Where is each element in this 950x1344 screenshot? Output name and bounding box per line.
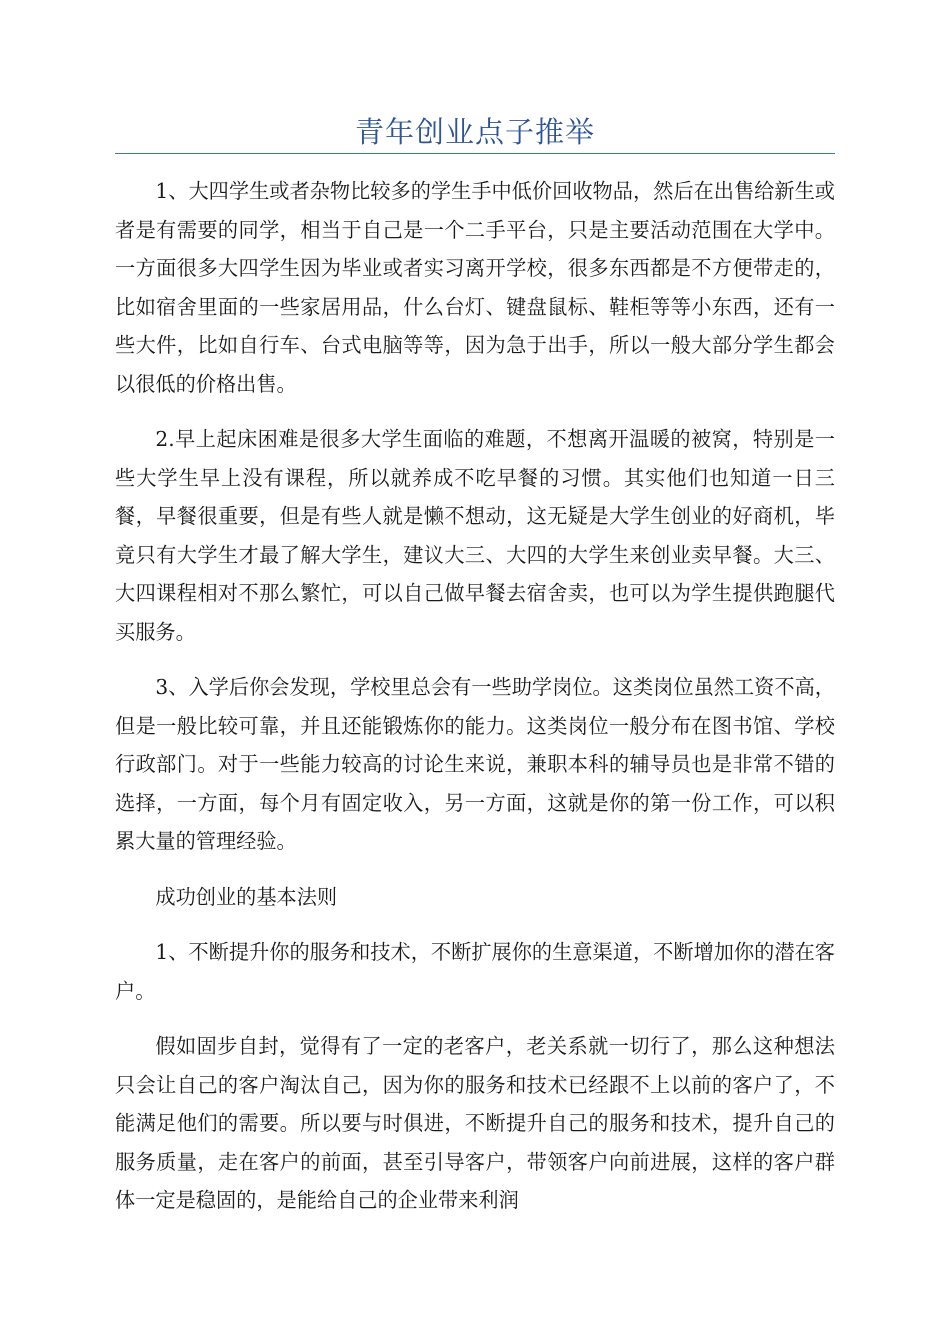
paragraph-idea-3: 3、入学后你会发现，学校里总会有一些助学岗位。这类岗位虽然工资不高，但是一般比较可靠，并且还能锻炼你的能力。这类岗位一般分布在图书馆、学校行政部门。对于一些能力较高的讨论生来说，兼职本科的辅导员也是非常不错的选择，一方面，每个月有固定收入，另一方面，这就是你的第一份工作，可以积累大量的管理经验。 [115,675,835,853]
document-body [115,172,835,1237]
paragraph-rule-1-explanation: 假如固步自封，觉得有了一定的老客户，老关系就一切行了，那么这种想法只会让自己的客户淘汰自己，因为你的服务和技术已经跟不上以前的客户了，不能满足他们的需要。所以要与时俱进，不断提升自己的服务和技术，提升自己的服务质量，走在客户的前面，甚至引导客户，带领客户向前进展，这样的客户群体一定是稳固的，是能给自己的企业带来利润 [115,1034,835,1212]
paragraph-idea-2: 2.早上起床困难是很多大学生面临的难题，不想离开温暖的被窝，特别是一些大学生早上没有课程，所以就养成不吃早餐的习惯。其实他们也知道一日三餐，早餐很重要，但是有些人就是懒不想动，这无疑是大学生创业的好商机，毕竟只有大学生才最了解大学生，建议大三、大四的大学生来创业卖早餐。大三、大四课程相对不那么繁忙，可以自己做早餐去宿舍卖，也可以为学生提供跑腿代买服务。 [115,427,835,644]
paragraph-idea-1: 1、大四学生或者杂物比较多的学生手中低价回收物品，然后在出售给新生或者是有需要的同学，相当于自己是一个二手平台，只是主要活动范围在大学中。一方面很多大四学生因为毕业或者实习离开学校，很多东西都是不方便带走的，比如宿舍里面的一些家居用品，什么台灯、键盘鼠标、鞋柜等等小东西，还有一些大件，比如自行车、台式电脑等等，因为急于出手，所以一般大部分学生都会以很低的价格出售。 [115,179,835,396]
paragraph-rule-1: 1、不断提升你的服务和技术，不断扩展你的生意渠道，不断增加你的潜在客户。 [115,940,835,1003]
document-title: 青年创业点子推举 [354,115,595,149]
section-heading-basic-rules: 成功创业的基本法则 [155,884,338,909]
title-underline [115,153,835,154]
